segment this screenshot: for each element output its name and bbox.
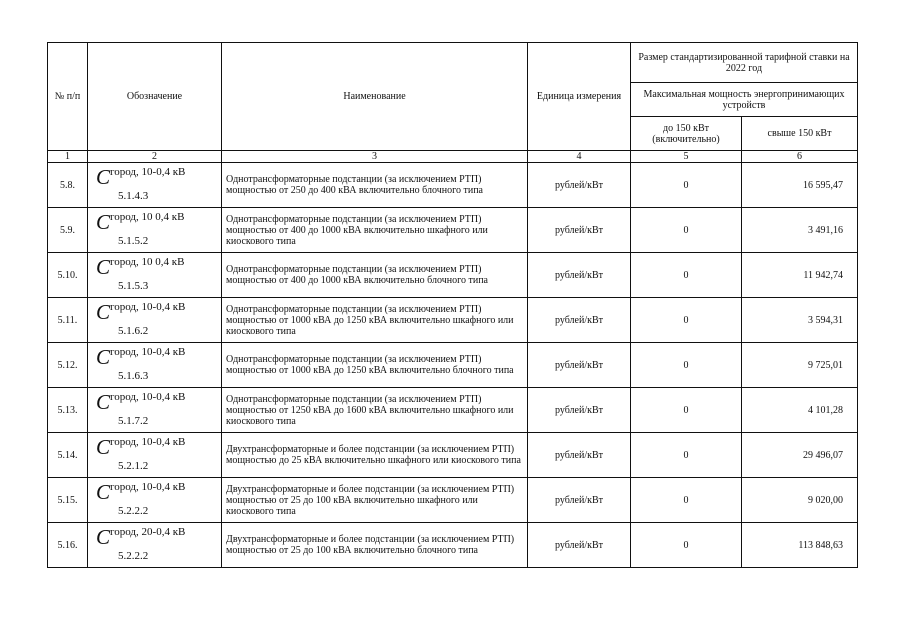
designation-superscript: город, 10-0,4 кВ (110, 481, 186, 493)
row-unit: рублей/кВт (528, 253, 631, 298)
designation-subscript: 5.1.5.3 (118, 280, 149, 292)
designation-symbol: C (96, 390, 111, 414)
designation-subscript: 5.2.2.2 (118, 505, 149, 517)
row-unit: рублей/кВт (528, 523, 631, 568)
column-number: 6 (742, 151, 858, 163)
header-unit: Единица измерения (528, 43, 631, 151)
designation-superscript: город, 10 0,4 кВ (110, 256, 185, 268)
table-row (48, 523, 858, 568)
designation-symbol: C (96, 525, 111, 549)
designation-superscript: город, 10 0,4 кВ (110, 211, 185, 223)
column-number: 4 (528, 151, 631, 163)
header-designation: Обозначение (88, 43, 222, 151)
row-rate-up-to-150: 0 (631, 433, 742, 478)
row-name: Однотрансформаторные подстанции (за исключением РТП) мощностью от 250 до 400 кВА включительно блочного типа (222, 163, 528, 208)
designation-symbol: C (96, 210, 111, 234)
row-designation (88, 388, 222, 433)
row-rate-up-to-150: 0 (631, 343, 742, 388)
designation-superscript: город, 10-0,4 кВ (110, 166, 186, 178)
header-num: № п/п (48, 43, 88, 151)
row-num: 5.9. (48, 208, 88, 253)
header-up-to-150: до 150 кВт (включительно) (631, 117, 742, 151)
designation-subscript: 5.1.5.2 (118, 235, 149, 247)
row-designation (88, 298, 222, 343)
table-row (48, 298, 858, 343)
row-name: Однотрансформаторные подстанции (за исключением РТП) мощностью от 1000 кВА до 1250 кВА включительно шкафного или киоскового типа (222, 298, 528, 343)
row-num: 5.8. (48, 163, 88, 208)
row-num: 5.10. (48, 253, 88, 298)
header-over-150: свыше 150 кВт (742, 117, 858, 151)
designation-symbol: C (96, 435, 111, 459)
designation-superscript: город, 10-0,4 кВ (110, 301, 186, 313)
designation-subscript: 5.1.6.2 (118, 325, 149, 337)
row-designation (88, 208, 222, 253)
column-number: 1 (48, 151, 88, 163)
row-rate-up-to-150: 0 (631, 388, 742, 433)
row-rate-over-150: 3 491,16 (742, 208, 858, 253)
row-num: 5.16. (48, 523, 88, 568)
row-unit: рублей/кВт (528, 433, 631, 478)
row-rate-up-to-150: 0 (631, 253, 742, 298)
row-rate-over-150: 113 848,63 (742, 523, 858, 568)
table-row (48, 163, 858, 208)
table-row (48, 253, 858, 298)
row-name: Однотрансформаторные подстанции (за исключением РТП) мощностью от 400 до 1000 кВА включительно шкафного или киоскового типа (222, 208, 528, 253)
table-row (48, 208, 858, 253)
row-num: 5.14. (48, 433, 88, 478)
row-unit: рублей/кВт (528, 163, 631, 208)
header-name: Наименование (222, 43, 528, 151)
designation-superscript: город, 10-0,4 кВ (110, 436, 186, 448)
row-rate-over-150: 3 594,31 (742, 298, 858, 343)
row-name: Двухтрансформаторные и более подстанции (за исключением РТП) мощностью до 25 кВА включительно шкафного или киоскового типа (222, 433, 528, 478)
header-power-group: Максимальная мощность энергопринимающих устройств (631, 83, 858, 117)
row-designation (88, 523, 222, 568)
row-num: 5.11. (48, 298, 88, 343)
designation-superscript: город, 10-0,4 кВ (110, 391, 186, 403)
row-rate-up-to-150: 0 (631, 523, 742, 568)
row-designation (88, 163, 222, 208)
row-num: 5.13. (48, 388, 88, 433)
designation-subscript: 5.1.4.3 (118, 190, 149, 202)
row-num: 5.12. (48, 343, 88, 388)
row-unit: рублей/кВт (528, 478, 631, 523)
row-rate-over-150: 11 942,74 (742, 253, 858, 298)
row-rate-over-150: 9 020,00 (742, 478, 858, 523)
row-unit: рублей/кВт (528, 298, 631, 343)
row-name: Однотрансформаторные подстанции (за исключением РТП) мощностью от 400 до 1000 кВА включительно блочного типа (222, 253, 528, 298)
row-num: 5.15. (48, 478, 88, 523)
header-rate-group: Размер стандартизированной тарифной ставки на 2022 год (631, 43, 858, 83)
row-rate-up-to-150: 0 (631, 298, 742, 343)
designation-symbol: C (96, 255, 111, 279)
row-designation (88, 478, 222, 523)
designation-symbol: C (96, 480, 111, 504)
row-rate-over-150: 16 595,47 (742, 163, 858, 208)
column-number: 2 (88, 151, 222, 163)
tariff-table (47, 42, 858, 568)
designation-symbol: C (96, 300, 111, 324)
designation-superscript: город, 10-0,4 кВ (110, 346, 186, 358)
table-body (48, 163, 858, 568)
column-number: 5 (631, 151, 742, 163)
designation-subscript: 5.1.7.2 (118, 415, 149, 427)
row-rate-up-to-150: 0 (631, 208, 742, 253)
designation-symbol: C (96, 345, 111, 369)
row-designation (88, 343, 222, 388)
designation-subscript: 5.2.2.2 (118, 550, 149, 562)
row-unit: рублей/кВт (528, 343, 631, 388)
row-rate-up-to-150: 0 (631, 478, 742, 523)
designation-subscript: 5.1.6.3 (118, 370, 149, 382)
table-row (48, 388, 858, 433)
row-designation (88, 433, 222, 478)
row-rate-over-150: 29 496,07 (742, 433, 858, 478)
column-number: 3 (222, 151, 528, 163)
row-unit: рублей/кВт (528, 388, 631, 433)
row-name: Двухтрансформаторные и более подстанции (за исключением РТП) мощностью от 25 до 100 кВА включительно шкафного или киоскового типа (222, 478, 528, 523)
row-rate-over-150: 9 725,01 (742, 343, 858, 388)
row-unit: рублей/кВт (528, 208, 631, 253)
designation-subscript: 5.2.1.2 (118, 460, 149, 472)
row-designation (88, 253, 222, 298)
designation-superscript: город, 20-0,4 кВ (110, 526, 186, 538)
table-row (48, 433, 858, 478)
row-rate-up-to-150: 0 (631, 163, 742, 208)
table-row (48, 478, 858, 523)
designation-symbol: C (96, 165, 111, 189)
table-row (48, 343, 858, 388)
row-name: Однотрансформаторные подстанции (за исключением РТП) мощностью от 1000 кВА до 1250 кВА включительно блочного типа (222, 343, 528, 388)
row-rate-over-150: 4 101,28 (742, 388, 858, 433)
row-name: Двухтрансформаторные и более подстанции (за исключением РТП) мощностью от 25 до 100 кВА включительно блочного типа (222, 523, 528, 568)
row-name: Однотрансформаторные подстанции (за исключением РТП) мощностью от 1250 кВА до 1600 кВА включительно шкафного или киоскового типа (222, 388, 528, 433)
column-number-row (48, 151, 858, 163)
